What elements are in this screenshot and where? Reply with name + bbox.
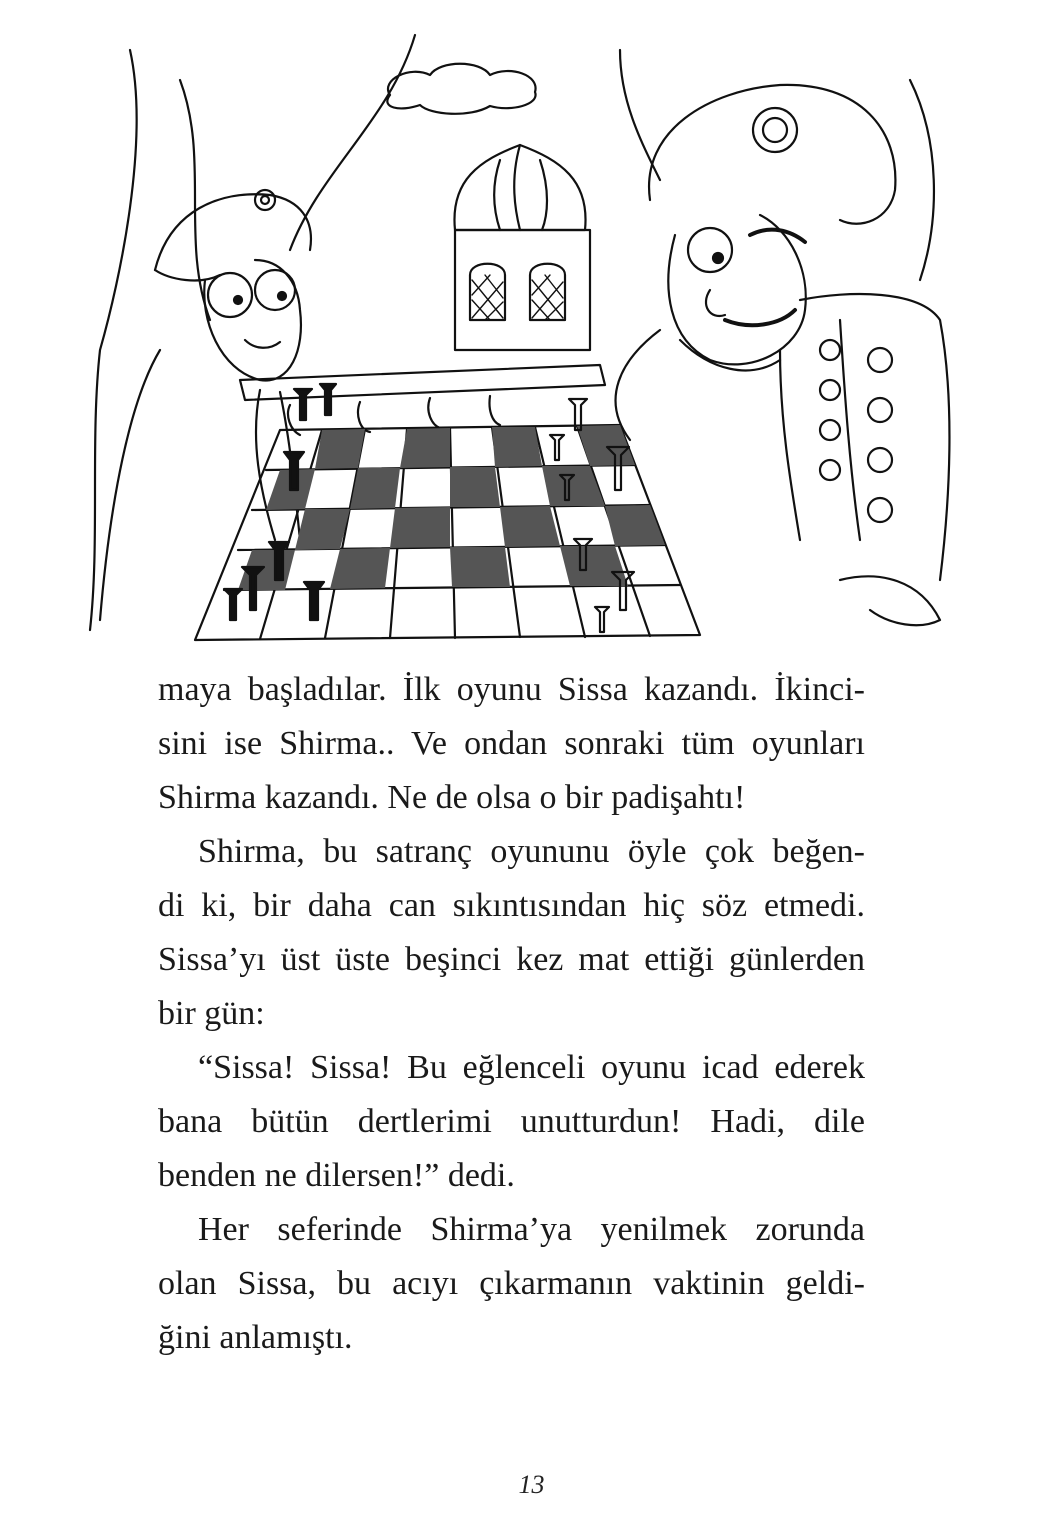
page-number: 13 xyxy=(518,1470,545,1499)
text-line: “Sissa! Sissa! Bu eğlenceli oyunu icad ederek xyxy=(198,1049,865,1086)
text-line: benden ne dilersen!” dedi. xyxy=(158,1157,515,1194)
chess-game-illustration-icon xyxy=(60,20,960,650)
paragraph-1 xyxy=(158,663,865,825)
text-line: sini ise Shirma.. Ve ondan sonraki tüm oyunları xyxy=(158,725,865,762)
text-line: bana bütün dertlerimi unutturdun! Hadi, dile xyxy=(158,1103,865,1140)
text-line: Shirma kazandı. Ne de olsa o bir padişahtı! xyxy=(158,779,746,816)
paragraph-3 xyxy=(158,1041,865,1203)
paragraph-4 xyxy=(158,1203,865,1365)
text-line: ğini anlamıştı. xyxy=(158,1319,353,1356)
text-line: Her seferinde Shirma’ya yenilmek zorunda xyxy=(198,1211,865,1248)
text-line: Shirma, bu satranç oyununu öyle çok beğen- xyxy=(198,833,865,870)
text-line: bir gün: xyxy=(158,995,265,1032)
paragraph-2 xyxy=(158,825,865,1041)
text-line: di ki, bir daha can sıkıntısından hiç söz etmedi. xyxy=(158,887,865,924)
text-line: olan Sissa, bu acıyı çıkarmanın vaktinin geldi- xyxy=(158,1265,865,1302)
story-text xyxy=(158,663,865,1365)
chess-game-illustration xyxy=(60,20,960,650)
text-line: Sissa’yı üst üste beşinci kez mat ettiği günlerden xyxy=(158,941,865,978)
text-line: maya başladılar. İlk oyunu Sissa kazandı. İkinci- xyxy=(158,671,865,708)
